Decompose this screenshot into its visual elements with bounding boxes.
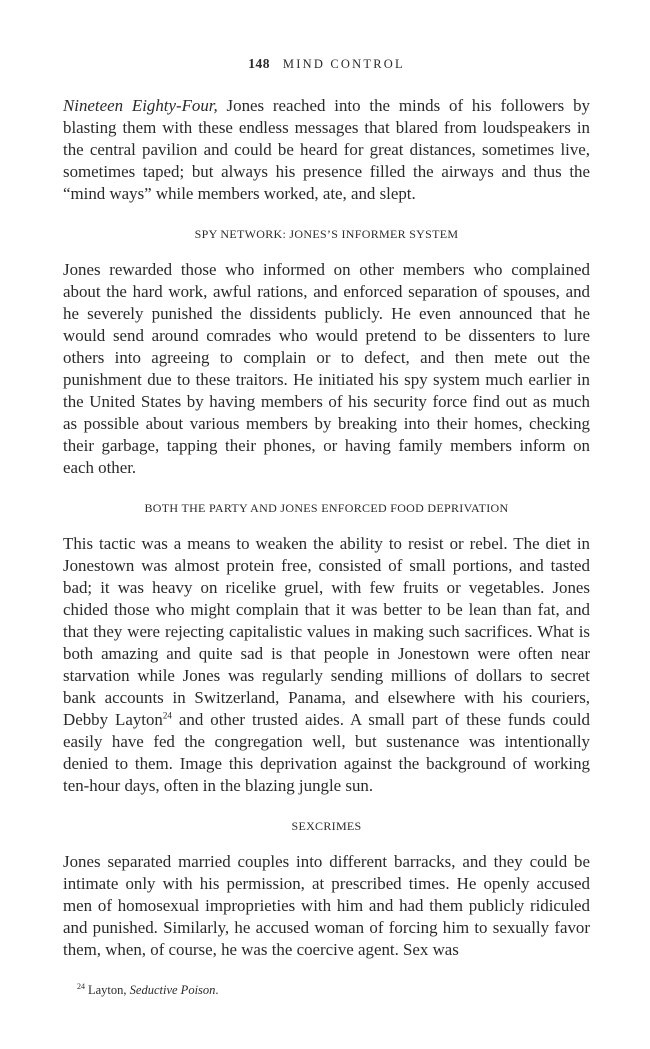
footnote-author: Layton, (88, 983, 130, 997)
intro-paragraph (63, 95, 590, 205)
sexcrimes-paragraph: Jones separated married couples into different barracks, and they could be intimate only with his permission, at prescribed times. He openly accused men of homosexual improprieties with him and had them publicly ridiculed and punished. Similarly, he accused woman of forcing him to sexually favor them, when, of course, he was the coercive agent. Sex was (63, 852, 590, 959)
intro-text: Jones reached into the minds of his followers by blasting them with these endless messages that blared from loudspeakers in the central pavilion and could be heard for great distances, sometimes live, sometimes taped; but always his presence filled the airways and thus the “mind ways” while members worked, ate, and slept. (63, 96, 590, 203)
footnote-end: . (215, 983, 219, 997)
food-text-part-1: This tactic was a means to weaken the ability to resist or rebel. The diet in Jonestown was almost protein free, consisted of small portions, and tasted bad; it was heavy on ricelike gruel, with few fruits or vegetables. Jones chided those who might complain that it was better to be lean than fat, and that they were rejecting capitalistic values in making such sacrifices. What is both amazing and quite sad is that people in Jonestown were often near starvation while Jones was regularly sending millions of dollars to secret bank accounts in Switzerland, Panama, and elsewhere with his couriers, Debby Layton (63, 534, 590, 729)
section-heading-spy-network: SPY NETWORK: JONES’S INFORMER SYSTEM (194, 227, 459, 241)
page-number: 148 (248, 56, 270, 71)
footnote (77, 981, 590, 999)
book-title-italic: Nineteen Eighty-Four, (63, 96, 218, 115)
section-heading-food-deprivation: BOTH THE PARTY AND JONES ENFORCED FOOD DEPRIVATION (144, 501, 509, 515)
book-page (63, 54, 590, 999)
running-header (63, 54, 590, 74)
running-title: MIND CONTROL (282, 57, 405, 71)
footnote-title: Seductive Poison (129, 983, 216, 997)
spy-network-paragraph: Jones rewarded those who informed on other members who complained about the hard work, awful rations, and enforced separation of spouses, and he severely punished the dissidents publicly. He even announced that he would send around comrades who would pretend to be dissenters to lure others into agreeing to complain or to defect, and then mete out the punishment due to these traitors. He initiated his spy system much earlier in the United States by having members of his security force find out as much as possible about various members by breaking into their homes, checking their garbage, tapping their phones, or having family members inform on each other. (63, 260, 590, 477)
footnote-reference: 24 (162, 710, 172, 721)
food-text-part-2: and other trusted aides. A small part of these funds could easily have fed the congregation well, but sustenance was intentionally denied to them. Image this deprivation against the background of working ten-hour days, often in the blazing jungle sun. (63, 710, 590, 795)
food-deprivation-paragraph (63, 533, 590, 797)
section-heading-sexcrimes: SEXCRIMES (291, 819, 362, 833)
footnote-number: 24 (77, 981, 85, 991)
